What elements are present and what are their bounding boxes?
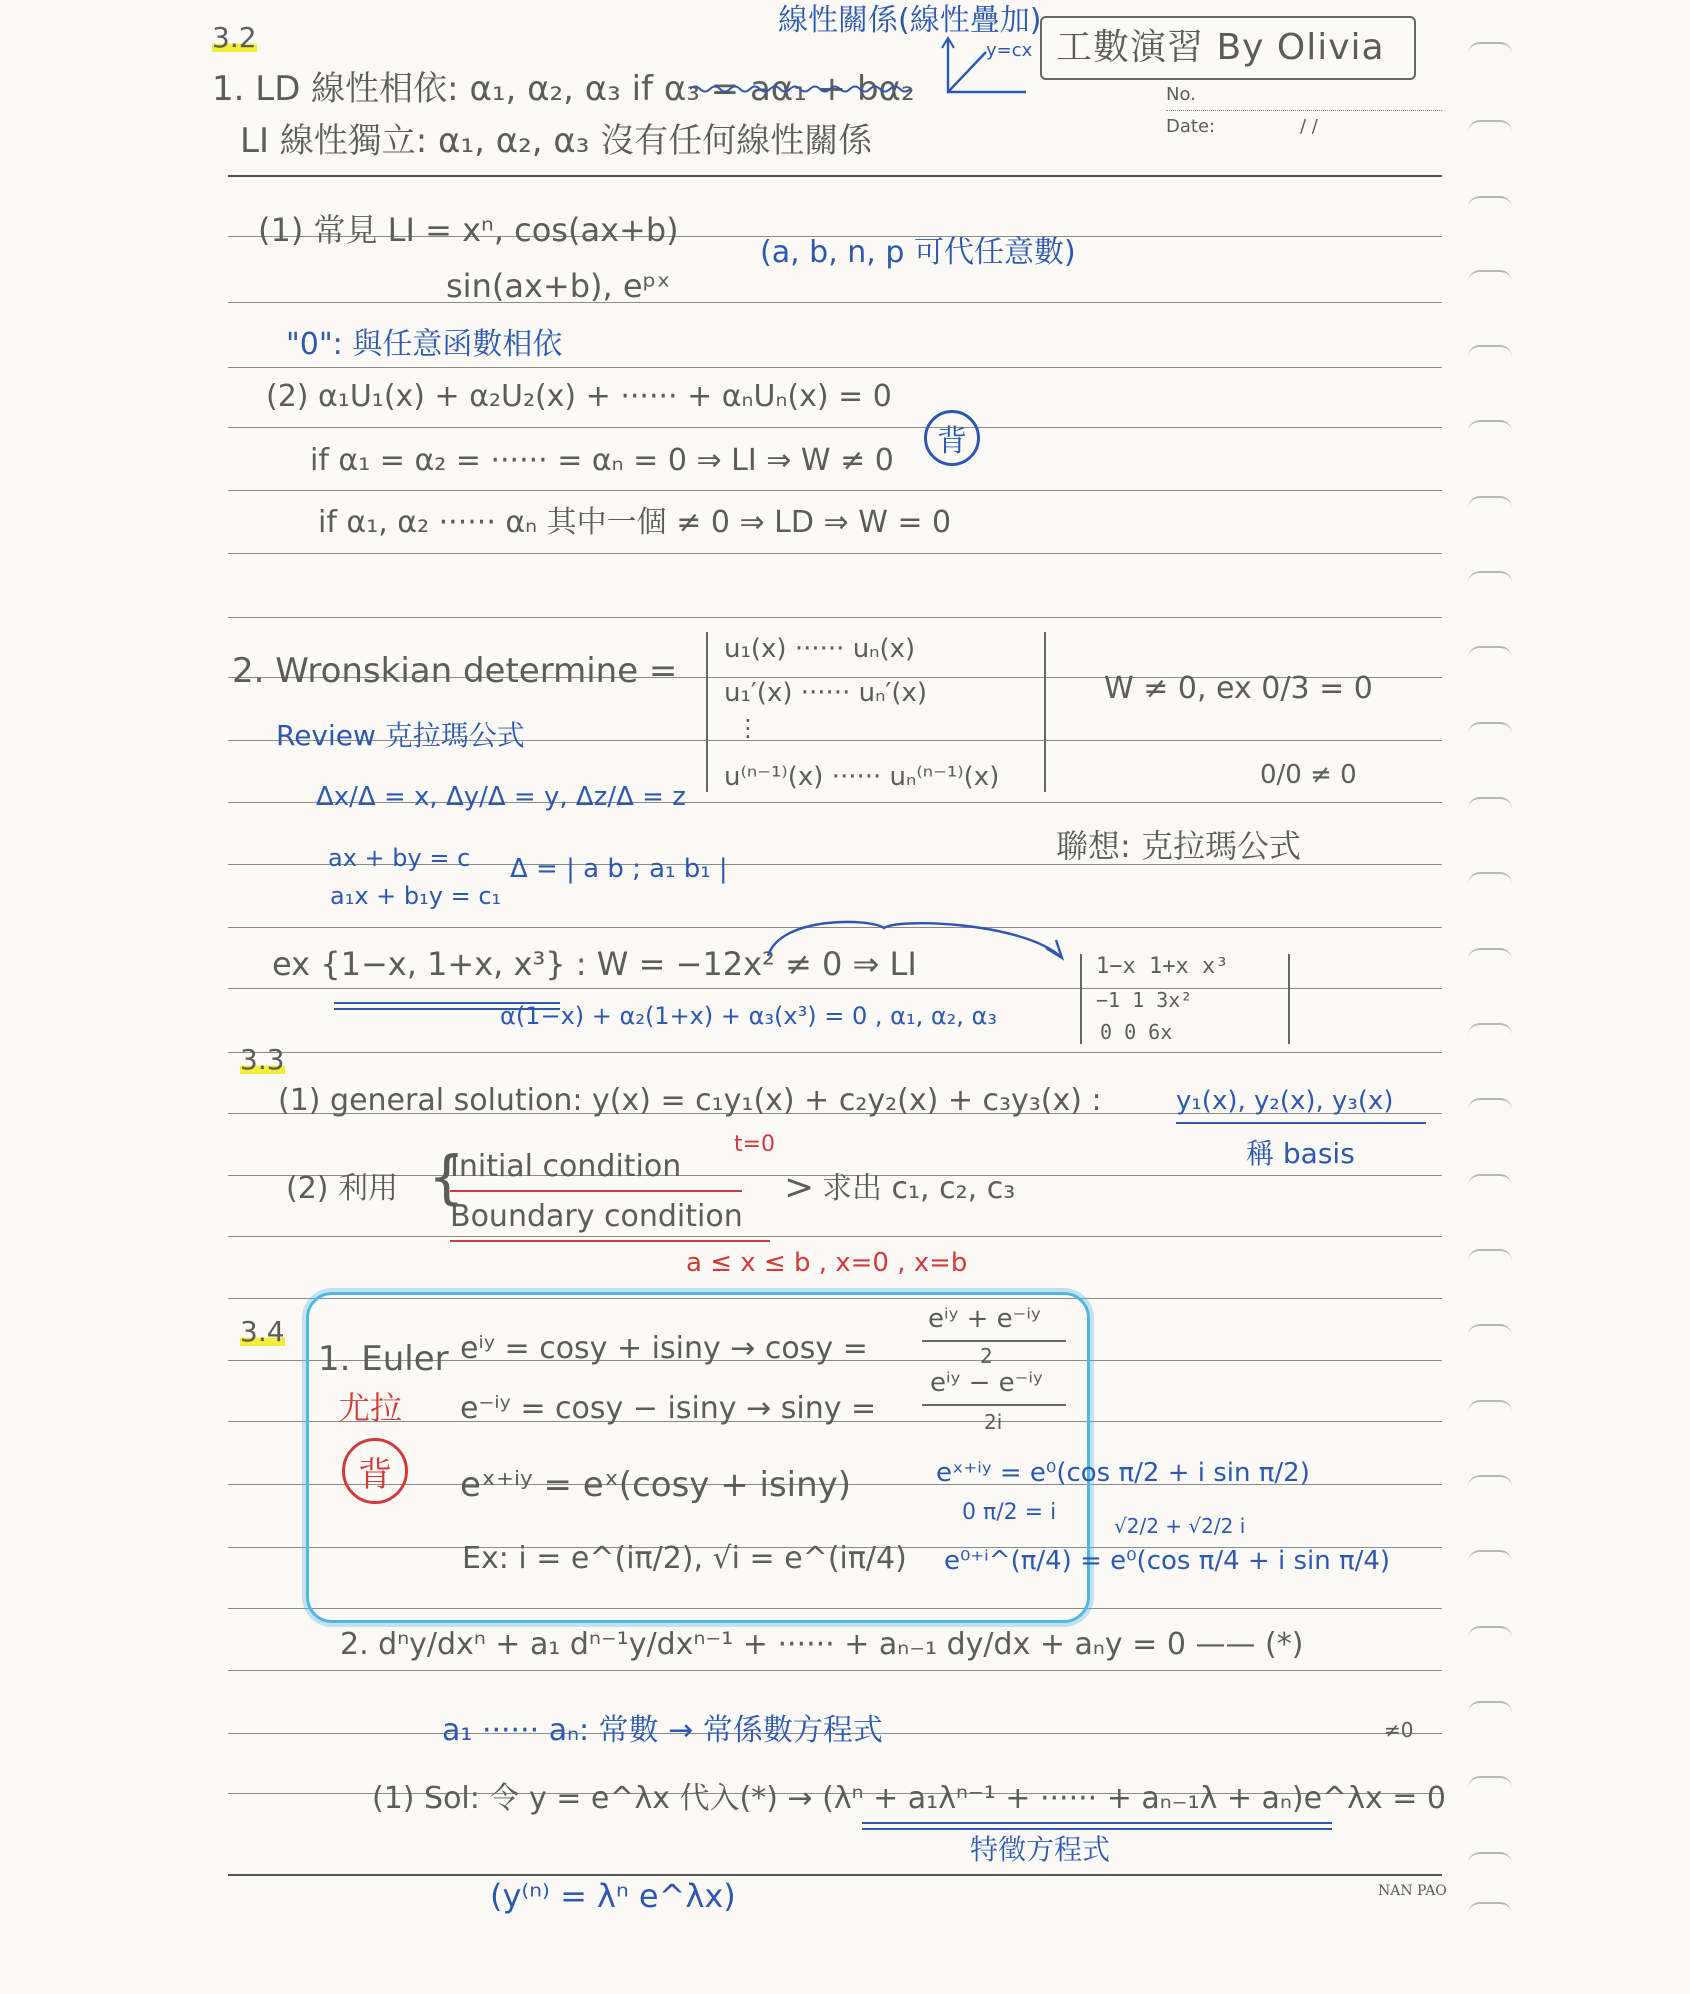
fraction-bar <box>922 1340 1066 1342</box>
common-li-2: sin(ax+b), eᵖˣ <box>446 267 671 305</box>
nonzero-note: ≠0 <box>1384 1718 1414 1742</box>
matrix-row: 1−x 1+x x³ <box>1096 954 1229 979</box>
ld-definition: 1. LD 線性相依: α₁, α₂, α₃ if α₃ = aα₁ + bα₂ <box>212 69 915 109</box>
sin-fraction-bottom: 2i <box>984 1410 1003 1434</box>
determinant-right-bar <box>1044 632 1046 792</box>
boundary-range: a ≤ x ≤ b , x=0 , x=b <box>686 1248 968 1278</box>
title-box <box>1040 16 1416 80</box>
boundary-underline <box>450 1240 770 1242</box>
euler-formula-1: eⁱʸ = cosy + isiny → cosy = <box>460 1331 868 1366</box>
euler-label: 1. Euler <box>318 1339 449 1379</box>
no-label: No. <box>1166 84 1196 105</box>
side-calc-2-sub: √2/2 + √2/2 i <box>1114 1514 1246 1538</box>
determinant-left-bar <box>706 632 708 792</box>
matrix-left-bar <box>1080 954 1082 1044</box>
sin-fraction-top: eⁱʸ − e⁻ⁱʸ <box>930 1368 1043 1398</box>
basis-underline <box>1176 1122 1426 1124</box>
solve-constants: 求出 c₁, c₂, c₃ <box>822 1171 1016 1206</box>
li-definition: LI 線性獨立: α₁, α₂, α₃ 沒有任何線性關係 <box>240 121 873 161</box>
matrix-right-bar <box>1288 954 1290 1044</box>
matrix-row: 0 0 6x <box>1100 1020 1173 1044</box>
section-number-3-4: 3.4 <box>240 1315 285 1348</box>
general-solution: (1) general solution: y(x) = c₁y₁(x) + c₂y₂(x) + c₃y₃(x) : <box>278 1083 1102 1118</box>
side-calc-3: e⁰⁺ⁱ^(π/4) = e⁰(cos π/4 + i sin π/4) <box>944 1546 1391 1576</box>
memorize-stamp-red: 背 <box>342 1438 408 1504</box>
t-zero-note: t=0 <box>734 1132 776 1157</box>
solution-substitution: (1) Sol: 令 y = e^λx 代入(*) → (λⁿ + a₁λⁿ⁻¹ + ······ + aₙ₋₁λ + aₙ)e^λx = 0 <box>372 1781 1446 1816</box>
example-combination: α(1−x) + α₂(1+x) + α₃(x³) = 0 , α₁, α₂, α₃ <box>500 1002 997 1030</box>
section-number-3-2: 3.2 <box>212 21 257 54</box>
matrix-row: −1 1 3x² <box>1096 988 1193 1012</box>
wronskian-label: 2. Wronskian determine = <box>232 651 678 691</box>
wronskian-row: u₁(x) ······ uₙ(x) <box>724 634 916 664</box>
zero-dependence-note: "0": 與任意函數相依 <box>286 327 563 362</box>
example-set: ex {1−x, 1+x, x³} : W = −12x² ≠ 0 ⇒ LI <box>272 945 917 983</box>
boundary-condition: Boundary condition <box>450 1199 743 1234</box>
basis-functions: y₁(x), y₂(x), y₃(x) <box>1176 1086 1394 1116</box>
line-equation: y=cx <box>986 40 1033 61</box>
side-calc-1-sub: 0 π/2 = i <box>962 1500 1057 1525</box>
characteristic-underline <box>862 1822 1332 1824</box>
common-li-note: (a, b, n, p 可代任意數) <box>760 235 1076 270</box>
left-brace-icon: { <box>428 1143 465 1211</box>
memorize-stamp: 背 <box>924 410 980 466</box>
association-note: 聯想: 克拉瑪公式 <box>1056 827 1301 865</box>
wronskian-row: ⋮ <box>736 714 760 742</box>
brand-footer: NAN PAO <box>1378 1883 1447 1899</box>
side-calc-1: eˣ⁺ⁱʸ = e⁰(cos π/2 + i sin π/2) <box>936 1458 1310 1488</box>
constant-coefficient-note: a₁ ······ aₙ: 常數 → 常係數方程式 <box>442 1713 883 1748</box>
linear-relation-note: 線性關係(線性疊加) <box>778 3 1042 38</box>
fraction-bar <box>922 1404 1066 1406</box>
nth-order-ode: 2. dⁿy/dxⁿ + a₁ dⁿ⁻¹y/dxⁿ⁻¹ + ······ + aₙ₋₁ dy/dx + aₙy = 0 —— (*) <box>340 1627 1304 1662</box>
no-dotline <box>1166 110 1442 111</box>
cos-fraction-top: eⁱʸ + e⁻ⁱʸ <box>928 1304 1041 1334</box>
li-condition: if α₁ = α₂ = ······ = αₙ = 0 ⇒ LI ⇒ W ≠ 0 <box>310 443 894 478</box>
review-cramer: Review 克拉瑪公式 <box>276 719 525 752</box>
ld-condition: if α₁, α₂ ······ αₙ 其中一個 ≠ 0 ⇒ LD ⇒ W = 0 <box>318 505 952 540</box>
common-li-1: (1) 常見 LI = xⁿ, cos(ax+b) <box>258 211 679 249</box>
initial-underline <box>450 1190 742 1192</box>
w-note-1: W ≠ 0, ex 0/3 = 0 <box>1104 671 1373 706</box>
date-label: Date: <box>1166 116 1216 137</box>
system-eq-1: ax + by = c <box>328 844 471 872</box>
derivative-note: (y⁽ⁿ⁾ = λⁿ e^λx) <box>490 1877 736 1915</box>
w-note-2: 0/0 ≠ 0 <box>1260 760 1357 790</box>
euler-chinese: 尤拉 <box>338 1389 403 1427</box>
cos-fraction-bottom: 2 <box>980 1344 993 1368</box>
delta-determinant: Δ = | a b ; a₁ b₁ | <box>510 854 728 884</box>
characteristic-underline <box>862 1828 1332 1830</box>
use-conditions: (2) 利用 <box>286 1171 399 1206</box>
wronskian-row: u⁽ⁿ⁻¹⁾(x) ······ uₙ⁽ⁿ⁻¹⁾(x) <box>724 762 1000 792</box>
characteristic-equation-label: 特徵方程式 <box>970 1833 1111 1866</box>
arrow-to-matrix-icon <box>760 912 1080 972</box>
notebook-title: 工數演習 By Olivia <box>1056 27 1385 68</box>
cramer-rule: Δx/Δ = x, Δy/Δ = y, Δz/Δ = z <box>316 782 686 812</box>
euler-example: Ex: i = e^(iπ/2), √i = e^(iπ/4) <box>462 1541 907 1576</box>
wronskian-row: u₁′(x) ······ uₙ′(x) <box>724 678 928 708</box>
euler-formula-2: e⁻ⁱʸ = cosy − isiny → siny = <box>460 1391 877 1426</box>
euler-formula-3: eˣ⁺ⁱʸ = eˣ(cosy + isiny) <box>460 1465 852 1505</box>
wavy-underline <box>690 84 910 94</box>
linear-combination: (2) α₁U₁(x) + α₂U₂(x) + ······ + αₙUₙ(x) = 0 <box>266 379 892 414</box>
system-eq-2: a₁x + b₁y = c₁ <box>330 882 502 910</box>
date-slashes: / / <box>1300 116 1318 137</box>
initial-condition: Initial condition <box>450 1149 682 1184</box>
right-angle-icon: > <box>784 1167 815 1208</box>
basis-note: 稱 basis <box>1246 1137 1355 1170</box>
section-number-3-3: 3.3 <box>240 1043 285 1076</box>
